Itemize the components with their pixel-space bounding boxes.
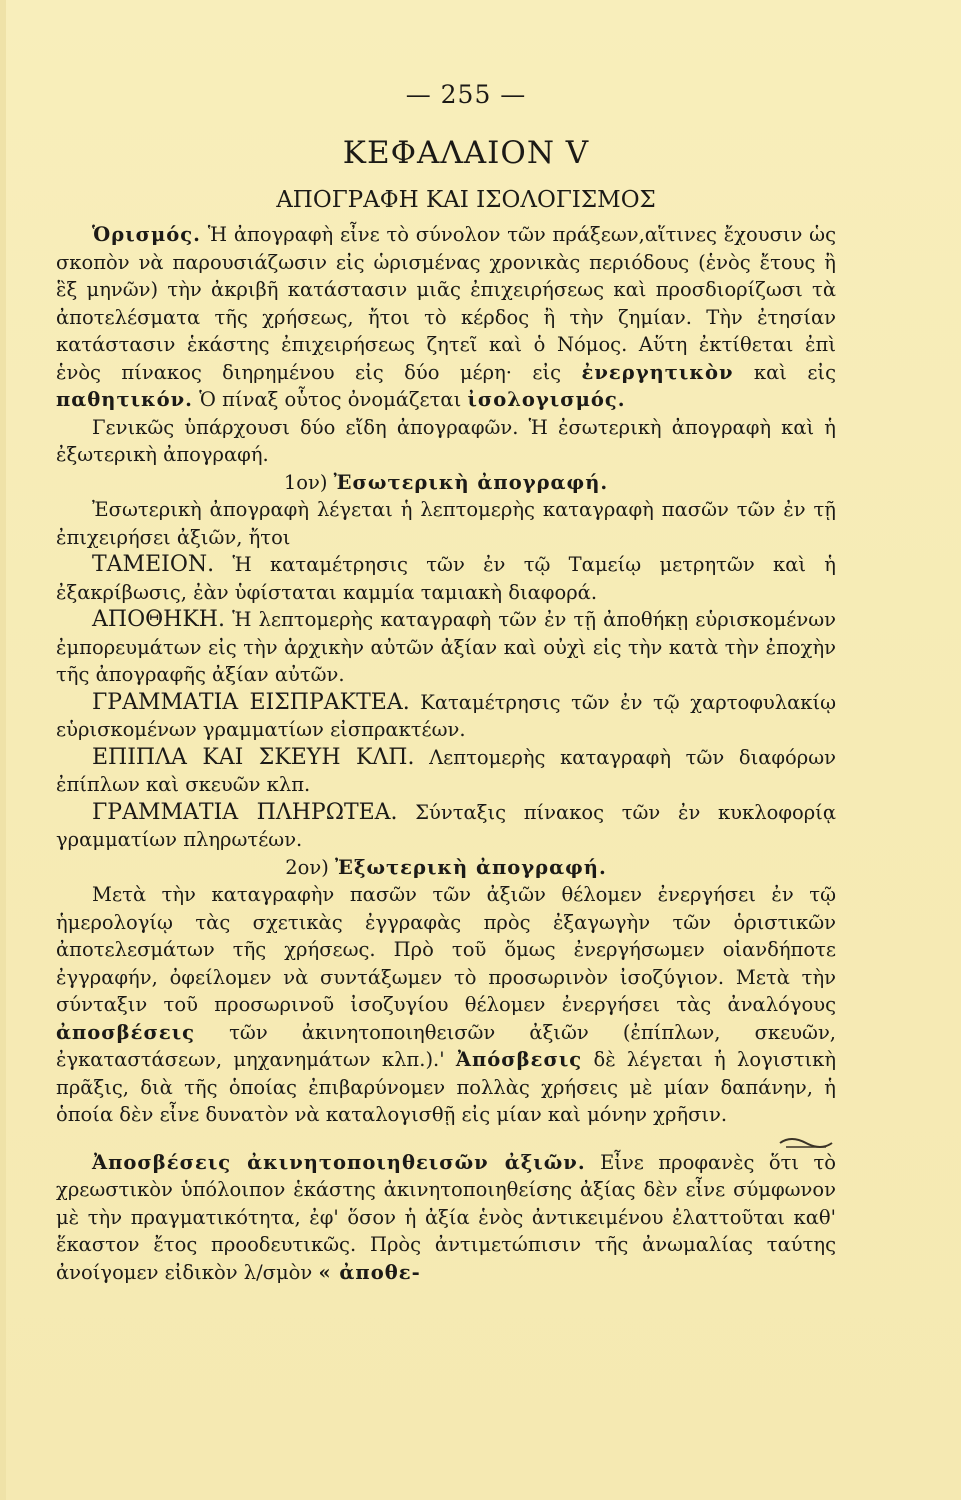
item-label: ΓΡΑΜΜΑΤΙΑ ΕΙΣΠΡΑΚΤΕΑ. [92,689,410,715]
external-text-1: Μετὰ τὴν καταγραφὴν πασῶν τῶν ἀξιῶν θέλομεν ἐνεργήσει ἐν τῷ ἡμερολογίῳ τὰς σχετικὰς ἐγγραφὰς πρὸς ἐξαγωγὴν τῶν ὁριστικῶν ἀποτελεσμάτων τῆς χρήσεως. Πρὸ τοῦ ὅμως ἐνεργήσωμεν οἱανδήποτε ἐγγραφήν, ὀφείλομεν νὰ συντάξωμεν τὸ προσωρινὸν ἰσοζύγιον. Μετὰ τὴν σύνταξιν τοῦ προσωρινοῦ ἰσοζυγίου θέλομεν ἐνεργήσει τὰς ἀναλόγους [56,883,836,1016]
page-edge [0,0,6,1500]
fixed-assets-heading: Ἀποσβέσεις ἀκινητοποιηθεισῶν ἀξιῶν. [92,1150,586,1174]
internal-heading: Ἐσωτερικὴ ἀπογραφή. [333,470,609,494]
fixed-assets-paragraph [56,1149,836,1287]
page-content [56,80,836,1286]
external-text-2: τῶν ἀκινητοποιηθεισῶν ἀξιῶν (ἐπίπλων, σκευῶν, ἐγκαταστάσεων, μηχανημάτων κλπ.).' [56,1020,836,1071]
external-text-3: δὲ λέγεται ἡ λογιστικὴ πρᾶξις, διὰ τῆς ὁποίας ἐπιβαρύνομεν πολλὰς χρήσεις μὲ μίαν δαπάνην, ἡ ὁποία δὲν εἶνε δυνατὸν νὰ καταλογισθῇ εἰς μίαν καὶ μόνην χρῆσιν. [56,1048,836,1126]
item-text: Λεπτομερὴς καταγραφὴ τῶν διαφόρων ἐπίπλων καὶ σκευῶν κλπ. [56,745,836,796]
internal-number: 1ον) [283,470,334,494]
external-number: 2ον) [285,855,336,879]
definition-named: Ὁ πίναξ οὗτος ὀνομάζεται [192,388,468,411]
definition-paragraph [56,221,836,414]
fixed-assets-text: Εἶνε προφανὲς ὅτι τὸ χρεωστικὸν ὑπόλοιπον ἑκάστης ἀκινητοποιηθείσης ἀξίας δὲν εἶνε σύμφωνον μὲ τὴν πραγματικότητα, ἐφ' ὅσον ἡ ἀξία ἑνὸς ἀντικειμένου ἐλαττοῦται καθ' ἕκαστον ἔτος προοδευτικῶς. Πρὸς ἀντιμετώπισιν τῆς ἀνωμαλίας ταύτης ἀνοίγομεν εἰδικὸν λ/σμὸν [56,1150,836,1284]
definition-text: Ἡ ἀπογραφὴ εἶνε τὸ σύνολον τῶν πράξεων,αἵτινες ἔχουσιν ὡς σκοπὸν νὰ παρουσιάζωσιν εἰς ὡρισμένας χρονικὰς περιόδους (ἑνὸς ἔτους ἢ ἓξ μηνῶν) τὴν ἀκριβῆ κατάστασιν μιᾶς ἐπιχειρήσεως καὶ προσδιορίζωσι τὰ ἀποτελέσματα τῆς χρήσεως, ἤτοι τὸ κέρδος ἢ τὴν ζημίαν. Τὴν ἐτησίαν κατάστασιν ἑκάστης ἐπιχειρήσεως ζητεῖ καὶ ὁ Νόμος. Αὕτη ἐκτίθεται ἐπὶ ἑνὸς πίνακος διηρημένου εἰς δύο μέρη· εἰς [56,223,836,384]
definition-and: καὶ εἰς [733,360,836,384]
balance-term: ἰσολογισμός. [467,388,626,411]
active-term: ἐνεργητικὸν [581,360,734,384]
section-title: ΑΠΟΓΡΑΦΗ ΚΑΙ ΙΣΟΛΟΓΙΣΜΟΣ [276,187,656,213]
item-label: ΓΡΑΜΜΑΤΙΑ ΠΛΗΡΩΤΕΑ. [92,799,398,825]
list-item [56,744,836,799]
ornament-row [56,1129,836,1149]
item-label: ΑΠΟΘΗΚΗ. [92,607,225,632]
list-item [56,689,836,744]
kinds-paragraph: Γενικῶς ὑπάρχουσι δύο εἴδη ἀπογραφῶν. Ἡ ἐσωτερικὴ ἀπογραφὴ καὶ ἡ ἐξωτερικὴ ἀπογραφή. [56,415,836,466]
item-text: Ἡ λεπτομερὴς καταγραφὴ τῶν ἐν τῇ ἀποθήκῃ εὑρισκομένων ἐμπορευμάτων εἰς τὴν ἀρχικὴν αὐτῶν ἀξίαν καὶ οὐχὶ εἰς τὴν κατὰ τὴν ἐποχὴν τῆς ἀπογραφῆς ἀξίαν αὐτῶν. [56,608,836,686]
item-label: ΕΠΙΠΛΑ ΚΑΙ ΣΚΕΥΗ ΚΛΠ. [92,744,415,770]
depreciations-term: ἀποσβέσεις [56,1020,196,1044]
external-heading: Ἐξωτερικὴ ἀπογραφή. [335,855,607,879]
internal-subheading [56,469,836,497]
fixed-assets-closing: « ἀποθε- [318,1260,421,1284]
definition-term: Ὁρισμός. [92,223,201,246]
list-item [56,799,836,854]
item-text: Καταμέτρησις τῶν ἐν τῷ χαρτοφυλακίῳ εὑρισκομένων γραμματίων εἰσπρακτέων. [56,690,836,741]
item-text: Ἡ καταμέτρησις τῶν ἐν τῷ Ταμείῳ μετρητῶν καὶ ἡ ἐξακρίβωσις, ἐὰν ὑφίσταται καμμία ταμιακὴ διαφορά. [56,553,836,604]
external-subheading [56,854,836,882]
item-label: ΤΑΜΕΙΟΝ. [92,552,215,577]
chapter-title: ΚΕΦΑΛΑΙΟΝ V [342,135,590,171]
list-item [56,606,836,689]
external-paragraph [56,881,836,1129]
body-text [56,221,836,1286]
list-item [56,551,836,606]
passive-term: παθητικόν. [56,388,193,411]
internal-intro: Ἐσωτερικὴ ἀπογραφὴ λέγεται ἡ λεπτομερὴς καταγραφὴ πασῶν τῶν ἐν τῇ ἐπιχειρήσει ἀξιῶν, ἤτοι [56,498,836,549]
depreciation-term: Ἀπόσβεσις [455,1048,583,1071]
page-number: — 255 — [405,80,527,109]
item-text: Σύνταξις πίνακος τῶν ἐν κυκλοφορίᾳ γραμματίων πληρωτέων. [56,800,836,851]
